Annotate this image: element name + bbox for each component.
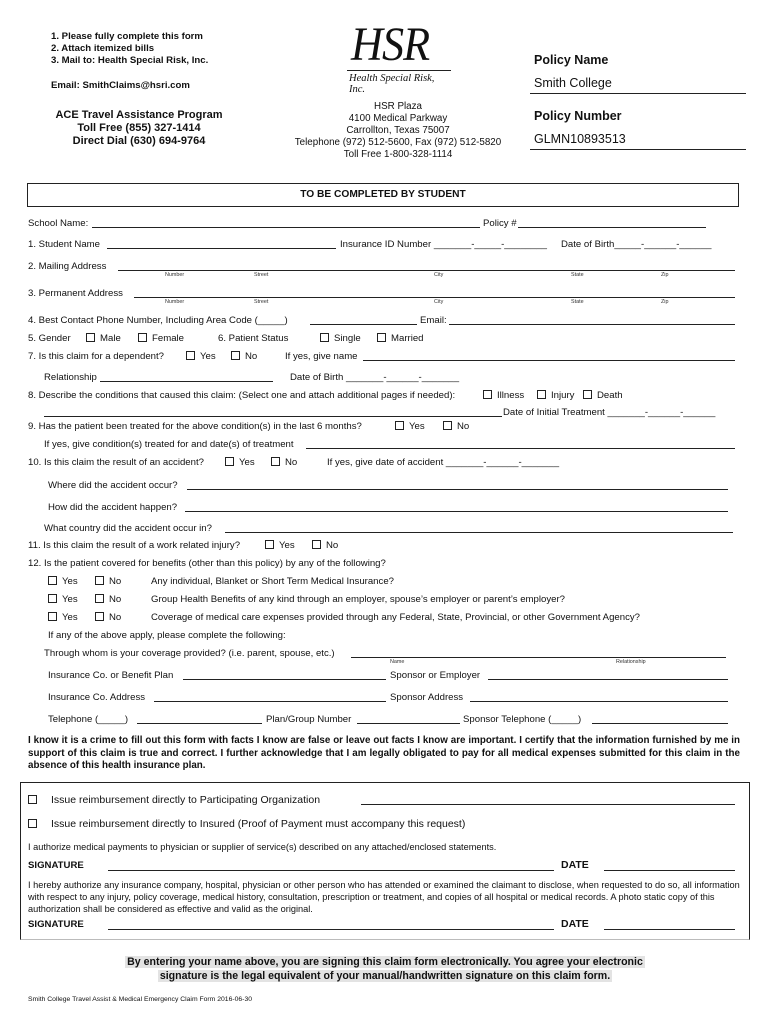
- notice-line-1: By entering your name above, you are signing this claim form electronically. You agree your electronic: [127, 956, 643, 968]
- female-checkbox[interactable]: [138, 333, 147, 342]
- accident-country-field[interactable]: [225, 532, 733, 533]
- cov3-yes-option[interactable]: [48, 612, 78, 623]
- q9-treated-label: 9. Has the patient been treated for the above condition(s) in the last 6 months?: [28, 421, 362, 432]
- telephone-label: Telephone (_____): [48, 714, 129, 725]
- policy-name-label: Policy Name: [534, 53, 609, 67]
- participating-organization-field[interactable]: [361, 804, 735, 805]
- illness-option[interactable]: [483, 390, 524, 401]
- sub-zip: Zip: [661, 272, 669, 278]
- status-married-option[interactable]: [377, 333, 424, 344]
- sponsor-employer-label: Sponsor or Employer: [390, 670, 481, 681]
- relationship-sublabel: Relationship: [616, 659, 646, 665]
- dependent-dob-label: Date of Birth _______-______-_______: [290, 372, 460, 383]
- cov1-yes-option[interactable]: [48, 576, 78, 587]
- address-line-5: Toll Free 1-800-328-1114: [343, 149, 453, 160]
- instruction-2: 2. Attach itemized bills: [51, 43, 155, 54]
- conditions-treated-field[interactable]: [306, 448, 735, 449]
- school-name-label: School Name:: [28, 218, 89, 229]
- yes-label: Yes: [62, 612, 78, 623]
- plan-group-field[interactable]: [357, 723, 460, 724]
- q7-yes-checkbox[interactable]: [186, 351, 195, 360]
- cov1-yes-checkbox[interactable]: [48, 576, 57, 585]
- male-checkbox[interactable]: [86, 333, 95, 342]
- q4-email-label: Email:: [420, 315, 447, 326]
- death-label: Death: [597, 390, 623, 401]
- date-field-2[interactable]: [604, 929, 735, 930]
- q9-no-option[interactable]: [443, 421, 469, 432]
- injury-label: Injury: [551, 390, 575, 401]
- instruction-1: 1. Please fully complete this form: [51, 31, 203, 42]
- q10-accident-label: 10. Is this claim the result of an accident?: [28, 457, 204, 468]
- if-any-apply-label: If any of the above apply, please complete the following:: [48, 630, 286, 641]
- policy-number-label: Policy Number: [534, 109, 622, 123]
- sponsor-telephone-field[interactable]: [592, 723, 728, 724]
- reimburse-insured-checkbox[interactable]: [28, 819, 37, 828]
- form-footer: Smith College Travel Assist & Medical Emergency Claim Form 2016-06-30: [28, 996, 253, 1003]
- address-line-4: Telephone (972) 512-5600, Fax (972) 512-5820: [294, 137, 502, 148]
- sub-number: Number: [165, 299, 185, 305]
- no-label: No: [109, 594, 122, 605]
- married-label: Married: [391, 333, 424, 344]
- phone-field[interactable]: [310, 324, 417, 325]
- relationship-field[interactable]: [100, 381, 273, 382]
- permanent-address-field[interactable]: [134, 297, 735, 298]
- q6-patient-status-label: 6. Patient Status: [218, 333, 289, 344]
- yes-label: Yes: [62, 576, 78, 587]
- sponsor-address-field[interactable]: [470, 701, 728, 702]
- yes-label: Yes: [200, 351, 216, 362]
- plan-group-label: Plan/Group Number: [266, 714, 352, 725]
- school-name-field[interactable]: [92, 227, 480, 228]
- sponsor-telephone-label: Sponsor Telephone (_____): [463, 714, 582, 725]
- sponsor-address-label: Sponsor Address: [390, 692, 464, 703]
- reimburse-organization-label: Issue reimbursement directly to Participating Organization: [51, 794, 321, 806]
- death-checkbox[interactable]: [583, 390, 592, 399]
- hsr-address: [283, 101, 513, 161]
- q11-work-related-label: 11. Is this claim the result of a work related injury?: [28, 540, 241, 551]
- q9-yes-option[interactable]: [395, 421, 425, 432]
- date-label-1: DATE: [561, 859, 589, 871]
- signature-label-2: SIGNATURE: [28, 919, 84, 930]
- q11-no-checkbox[interactable]: [312, 540, 321, 549]
- cov1-label: Any individual, Blanket or Short Term Medical Insurance?: [151, 576, 394, 587]
- no-label: No: [245, 351, 258, 362]
- insurance-co-label: Insurance Co. or Benefit Plan: [48, 670, 174, 681]
- cov3-yes-checkbox[interactable]: [48, 612, 57, 621]
- cov3-no-checkbox[interactable]: [95, 612, 104, 621]
- accident-how-label: How did the accident happen?: [48, 502, 178, 513]
- cov3-no-option[interactable]: [95, 612, 121, 623]
- no-label: No: [109, 612, 122, 623]
- insurance-address-label: Insurance Co. Address: [48, 692, 146, 703]
- female-label: Female: [152, 333, 184, 344]
- sub-city: City: [434, 299, 444, 305]
- release-authorization-text: I hereby authorize any insurance company, hospital, physician or other person who has attended or examined the claimant to disclose, when requested to do so, all information with respect to any injury, policy coverage, medical history, consultation, prescription or treatment, and copies of all hospital or medical records. A photo static copy of this authorization shall be considered as effective and valid as the original.: [28, 880, 740, 914]
- sub-street: Street: [254, 299, 269, 305]
- address-line-1: HSR Plaza: [374, 101, 422, 112]
- accident-where-label: Where did the accident occur?: [48, 480, 178, 491]
- illness-checkbox[interactable]: [483, 390, 492, 399]
- travel-assistance-block: [44, 109, 234, 148]
- mailing-address-field[interactable]: [118, 270, 735, 271]
- q10-no-option[interactable]: [271, 457, 297, 468]
- injury-option[interactable]: [537, 390, 574, 401]
- cov2-label: Group Health Benefits of any kind through an employer, spouse’s employer or parent’s employer?: [151, 594, 566, 605]
- injury-checkbox[interactable]: [537, 390, 546, 399]
- q2-mailing-address-label: 2. Mailing Address: [28, 261, 107, 272]
- sub-state: State: [571, 299, 584, 305]
- q12-other-coverage-label: 12. Is the patient covered for benefits (other than this policy) by any of the following?: [28, 558, 386, 569]
- q8-conditions-label: 8. Describe the conditions that caused this claim: (Select one and attach additional pages if needed):: [28, 390, 456, 401]
- assist-title: ACE Travel Assistance Program: [55, 109, 223, 121]
- conditions-description-field[interactable]: [44, 416, 502, 417]
- illness-label: Illness: [497, 390, 525, 401]
- sponsor-employer-field[interactable]: [488, 679, 728, 680]
- death-option[interactable]: [583, 390, 623, 401]
- sub-state: State: [571, 272, 584, 278]
- q9-no-checkbox[interactable]: [443, 421, 452, 430]
- accident-date-label: If yes, give date of accident _______-______-_______: [327, 457, 560, 468]
- yes-label: Yes: [409, 421, 425, 432]
- date-initial-treatment-label: Date of Initial Treatment _______-______-______: [503, 407, 716, 418]
- reimburse-organization-option[interactable]: [28, 794, 320, 806]
- hsr-logo: [345, 18, 451, 95]
- policy-hash-label: Policy #: [483, 218, 517, 229]
- student-name-field[interactable]: [107, 248, 336, 249]
- q5-gender-label: 5. Gender: [28, 333, 71, 344]
- reimburse-insured-option[interactable]: [28, 818, 465, 830]
- policy-number-value: GLMN10893513: [534, 132, 626, 146]
- no-label: No: [457, 421, 470, 432]
- q11-no-option[interactable]: [312, 540, 338, 551]
- married-checkbox[interactable]: [377, 333, 386, 342]
- signature-label-1: SIGNATURE: [28, 860, 84, 871]
- no-label: No: [285, 457, 298, 468]
- sub-street: Street: [254, 272, 269, 278]
- cov3-label: Coverage of medical care expenses provided through any Federal, State, Provincial, or other Government Agency?: [151, 612, 641, 623]
- q9-yes-checkbox[interactable]: [395, 421, 404, 430]
- accident-country-label: What country did the accident occur in?: [44, 523, 212, 534]
- yes-label: Yes: [62, 594, 78, 605]
- date-field-1[interactable]: [604, 870, 735, 871]
- cov2-yes-option[interactable]: [48, 594, 78, 605]
- q7-no-checkbox[interactable]: [231, 351, 240, 360]
- claims-email: Email: SmithClaims@hsri.com: [51, 80, 190, 91]
- q7-dependent-label: 7. Is this claim for a dependent?: [28, 351, 164, 362]
- q10-yes-option[interactable]: [225, 457, 255, 468]
- q3-permanent-address-label: 3. Permanent Address: [28, 288, 123, 299]
- single-checkbox[interactable]: [320, 333, 329, 342]
- cov2-no-option[interactable]: [95, 594, 121, 605]
- name-sublabel: Name: [390, 659, 405, 665]
- sub-city: City: [434, 272, 444, 278]
- gender-female-option[interactable]: [138, 333, 184, 344]
- cov1-no-checkbox[interactable]: [95, 576, 104, 585]
- dependent-name-field[interactable]: [363, 360, 735, 361]
- sub-number: Number: [165, 272, 185, 278]
- insurance-id-label: Insurance ID Number _______-_____-________: [340, 239, 547, 250]
- assist-toll-free: Toll Free (855) 327-1414: [77, 122, 201, 134]
- relationship-label: Relationship: [44, 372, 97, 383]
- assist-direct-dial: Direct Dial (630) 694-9764: [72, 135, 206, 147]
- gender-male-option[interactable]: [86, 333, 121, 344]
- yes-label: Yes: [279, 540, 295, 551]
- student-dob-label: Date of Birth_____-______-______: [561, 239, 712, 250]
- logo-subtitle: Health Special Risk, Inc.: [349, 73, 435, 95]
- telephone-field[interactable]: [137, 723, 262, 724]
- insurance-co-field[interactable]: [183, 679, 386, 680]
- authorize-payments-text: I authorize medical payments to physician or supplier of service(s) described on any attached/enclosed statements.: [28, 842, 497, 852]
- insurance-address-field[interactable]: [154, 701, 386, 702]
- instruction-3: 3. Mail to: Health Special Risk, Inc.: [51, 55, 209, 66]
- accident-where-field[interactable]: [187, 489, 728, 490]
- through-whom-label: Through whom is your coverage provided? (i.e. parent, spouse, etc.): [44, 648, 335, 659]
- date-label-2: DATE: [561, 918, 589, 930]
- reimburse-insured-label: Issue reimbursement directly to Insured (Proof of Payment must accompany this request): [51, 818, 466, 830]
- address-line-3: Carrollton, Texas 75007: [346, 125, 450, 136]
- sub-zip: Zip: [661, 299, 669, 305]
- policy-name-value: Smith College: [534, 76, 612, 90]
- q1-student-name-label: 1. Student Name: [28, 239, 100, 250]
- address-line-2: 4100 Medical Parkway: [348, 113, 448, 124]
- logo-text: HSR: [351, 18, 430, 71]
- certification-statement: I know it is a crime to fill out this form with facts I know are false or leave out facts I know are important. I certify that the information furnished by me in support of this claim is true and correct. I further acknowledge that I am legally obligated to pay for all medical expenses submitted for this claim in the absence of this health insurance plan.: [28, 735, 740, 771]
- reimburse-organization-checkbox[interactable]: [28, 795, 37, 804]
- through-whom-field[interactable]: [351, 657, 726, 658]
- cov1-no-option[interactable]: [95, 576, 121, 587]
- notice-line-2: signature is the legal equivalent of your manual/handwritten signature on this claim form.: [159, 970, 611, 982]
- q9-conditions-label: If yes, give condition(s) treated for and date(s) of treatment: [44, 439, 294, 450]
- cov2-no-checkbox[interactable]: [95, 594, 104, 603]
- email-field[interactable]: [449, 324, 735, 325]
- signature-field-1[interactable]: [108, 870, 554, 871]
- single-label: Single: [334, 333, 361, 344]
- q7-yes-option[interactable]: [186, 351, 216, 362]
- q4-phone-label: 4. Best Contact Phone Number, Including Area Code (_____): [28, 315, 288, 326]
- student-section-banner: TO BE COMPLETED BY STUDENT: [27, 183, 739, 207]
- q10-no-checkbox[interactable]: [271, 457, 280, 466]
- q10-yes-checkbox[interactable]: [225, 457, 234, 466]
- cov2-yes-checkbox[interactable]: [48, 594, 57, 603]
- yes-label: Yes: [239, 457, 255, 468]
- no-label: No: [326, 540, 339, 551]
- q7-no-option[interactable]: [231, 351, 257, 362]
- status-single-option[interactable]: [320, 333, 361, 344]
- signature-field-2[interactable]: [108, 929, 554, 930]
- no-label: No: [109, 576, 122, 587]
- dependent-name-label: If yes, give name: [285, 351, 358, 362]
- q11-yes-option[interactable]: [265, 540, 295, 551]
- male-label: Male: [100, 333, 121, 344]
- policy-number-field[interactable]: [518, 227, 706, 228]
- accident-how-field[interactable]: [185, 511, 728, 512]
- instructions: [51, 31, 208, 67]
- q11-yes-checkbox[interactable]: [265, 540, 274, 549]
- electronic-signature-notice: [100, 955, 670, 983]
